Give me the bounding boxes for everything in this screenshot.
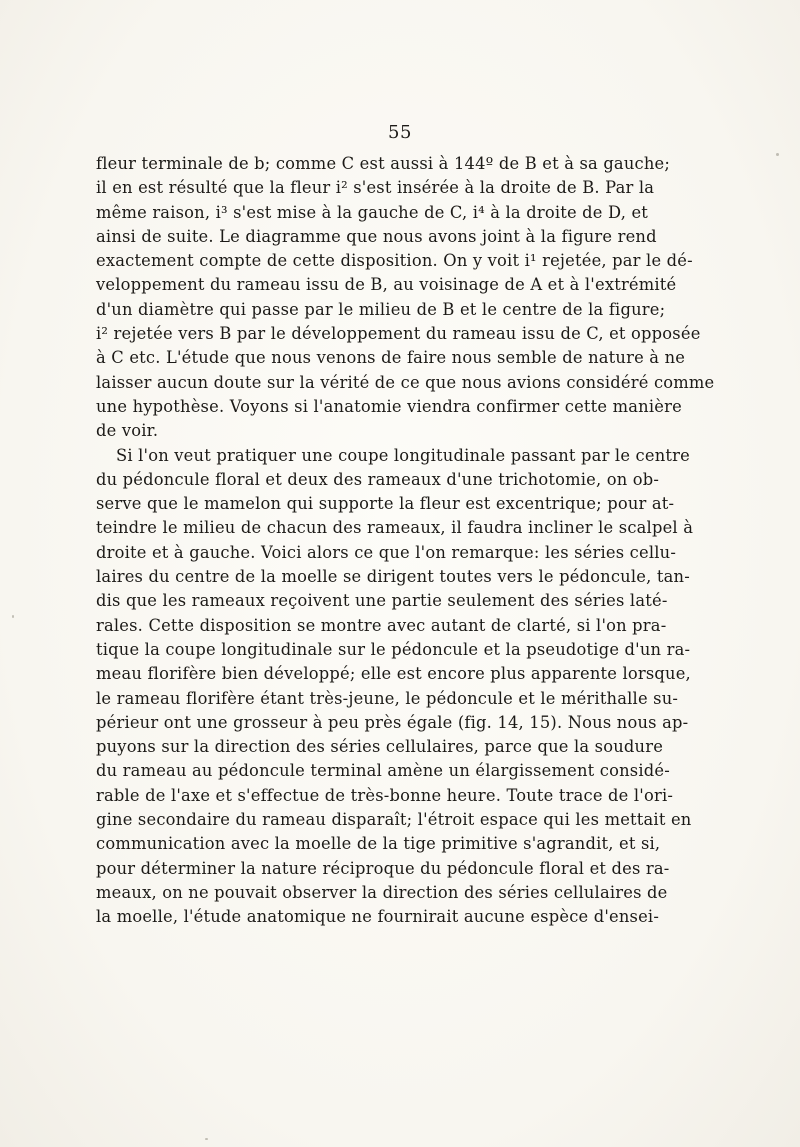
text-line: communication avec la moelle de la tige primitive s'agrandit, et si, <box>96 834 661 854</box>
text-line: pour déterminer la nature réciproque du pédoncule floral et des ra- <box>96 858 670 878</box>
text-line: même raison, i³ s'est mise à la gauche de C, i⁴ à la droite de D, et <box>96 202 649 222</box>
text-line: tique la coupe longitudinale sur le pédoncule et la pseudotige d'un ra- <box>96 639 691 659</box>
paper-speck <box>12 615 14 618</box>
text-line: laisser aucun doute sur la vérité de ce que nous avions considéré comme <box>96 372 715 392</box>
text-line: le rameau florifère étant très-jeune, le pédoncule et le mérithalle su- <box>96 688 679 708</box>
text-line: i² rejetée vers B par le développement du rameau issu de C, et opposée <box>96 324 701 344</box>
paper-speck <box>205 1138 208 1140</box>
paragraph-end-line: de voir. <box>96 421 159 441</box>
text-line: dis que les rameaux reçoivent une partie seulement des séries laté- <box>96 591 668 611</box>
text-line: droite et à gauche. Voici alors ce que l'on remarque: les séries cellu- <box>96 542 677 562</box>
text-line: du pédoncule floral et deux des rameaux d'une trichotomie, on ob- <box>96 469 660 489</box>
text-line: gine secondaire du rameau disparaît; l'étroit espace qui les mettait en <box>96 810 692 830</box>
text-line: à C etc. L'étude que nous venons de faire nous semble de nature à ne <box>96 348 686 368</box>
text-line: une hypothèse. Voyons si l'anatomie viendra confirmer cette manière <box>96 396 682 416</box>
text-line: périeur ont une grosseur à peu près égale (fig. 14, 15). Nous nous ap- <box>96 712 689 732</box>
text-line: ainsi de suite. Le diagramme que nous avons joint à la figure rend <box>96 226 657 246</box>
text-line: laires du centre de la moelle se dirigent toutes vers le pédoncule, tan- <box>96 567 690 587</box>
body-text <box>96 152 715 930</box>
text-line: veloppement du rameau issu de B, au voisinage de A et à l'extrémité <box>96 275 677 295</box>
text-line: teindre le milieu de chacun des rameaux, il faudra incliner le scalpel à <box>96 518 694 538</box>
text-line: d'un diamètre qui passe par le milieu de B et le centre de la figure; <box>96 299 666 319</box>
text-line: meau florifère bien développé; elle est encore plus apparente lorsque, <box>96 664 691 684</box>
page-number: 55 <box>388 122 412 143</box>
paragraph-start-line: Si l'on veut pratiquer une coupe longitudinale passant par le centre <box>116 445 690 465</box>
text-line: rales. Cette disposition se montre avec autant de clarté, si l'on pra- <box>96 615 667 635</box>
text-line: il en est résulté que la fleur i² s'est insérée à la droite de B. Par la <box>96 178 655 198</box>
text-line: exactement compte de cette disposition. On y voit i¹ rejetée, par le dé- <box>96 251 693 271</box>
text-line: la moelle, l'étude anatomique ne fournirait aucune espèce d'ensei- <box>96 907 660 927</box>
paper-speck <box>776 153 779 156</box>
text-line: puyons sur la direction des séries cellulaires, parce que la soudure <box>96 737 664 757</box>
text-line: du rameau au pédoncule terminal amène un élargissement considé- <box>96 761 670 781</box>
text-line: serve que le mamelon qui supporte la fleur est excentrique; pour at- <box>96 494 675 514</box>
text-line: rable de l'axe et s'effectue de très-bonne heure. Toute trace de l'ori- <box>96 785 674 805</box>
text-line: meaux, on ne pouvait observer la direction des séries cellulaires de <box>96 882 668 902</box>
text-line: fleur terminale de b; comme C est aussi à 144º de B et à sa gauche; <box>96 154 671 173</box>
